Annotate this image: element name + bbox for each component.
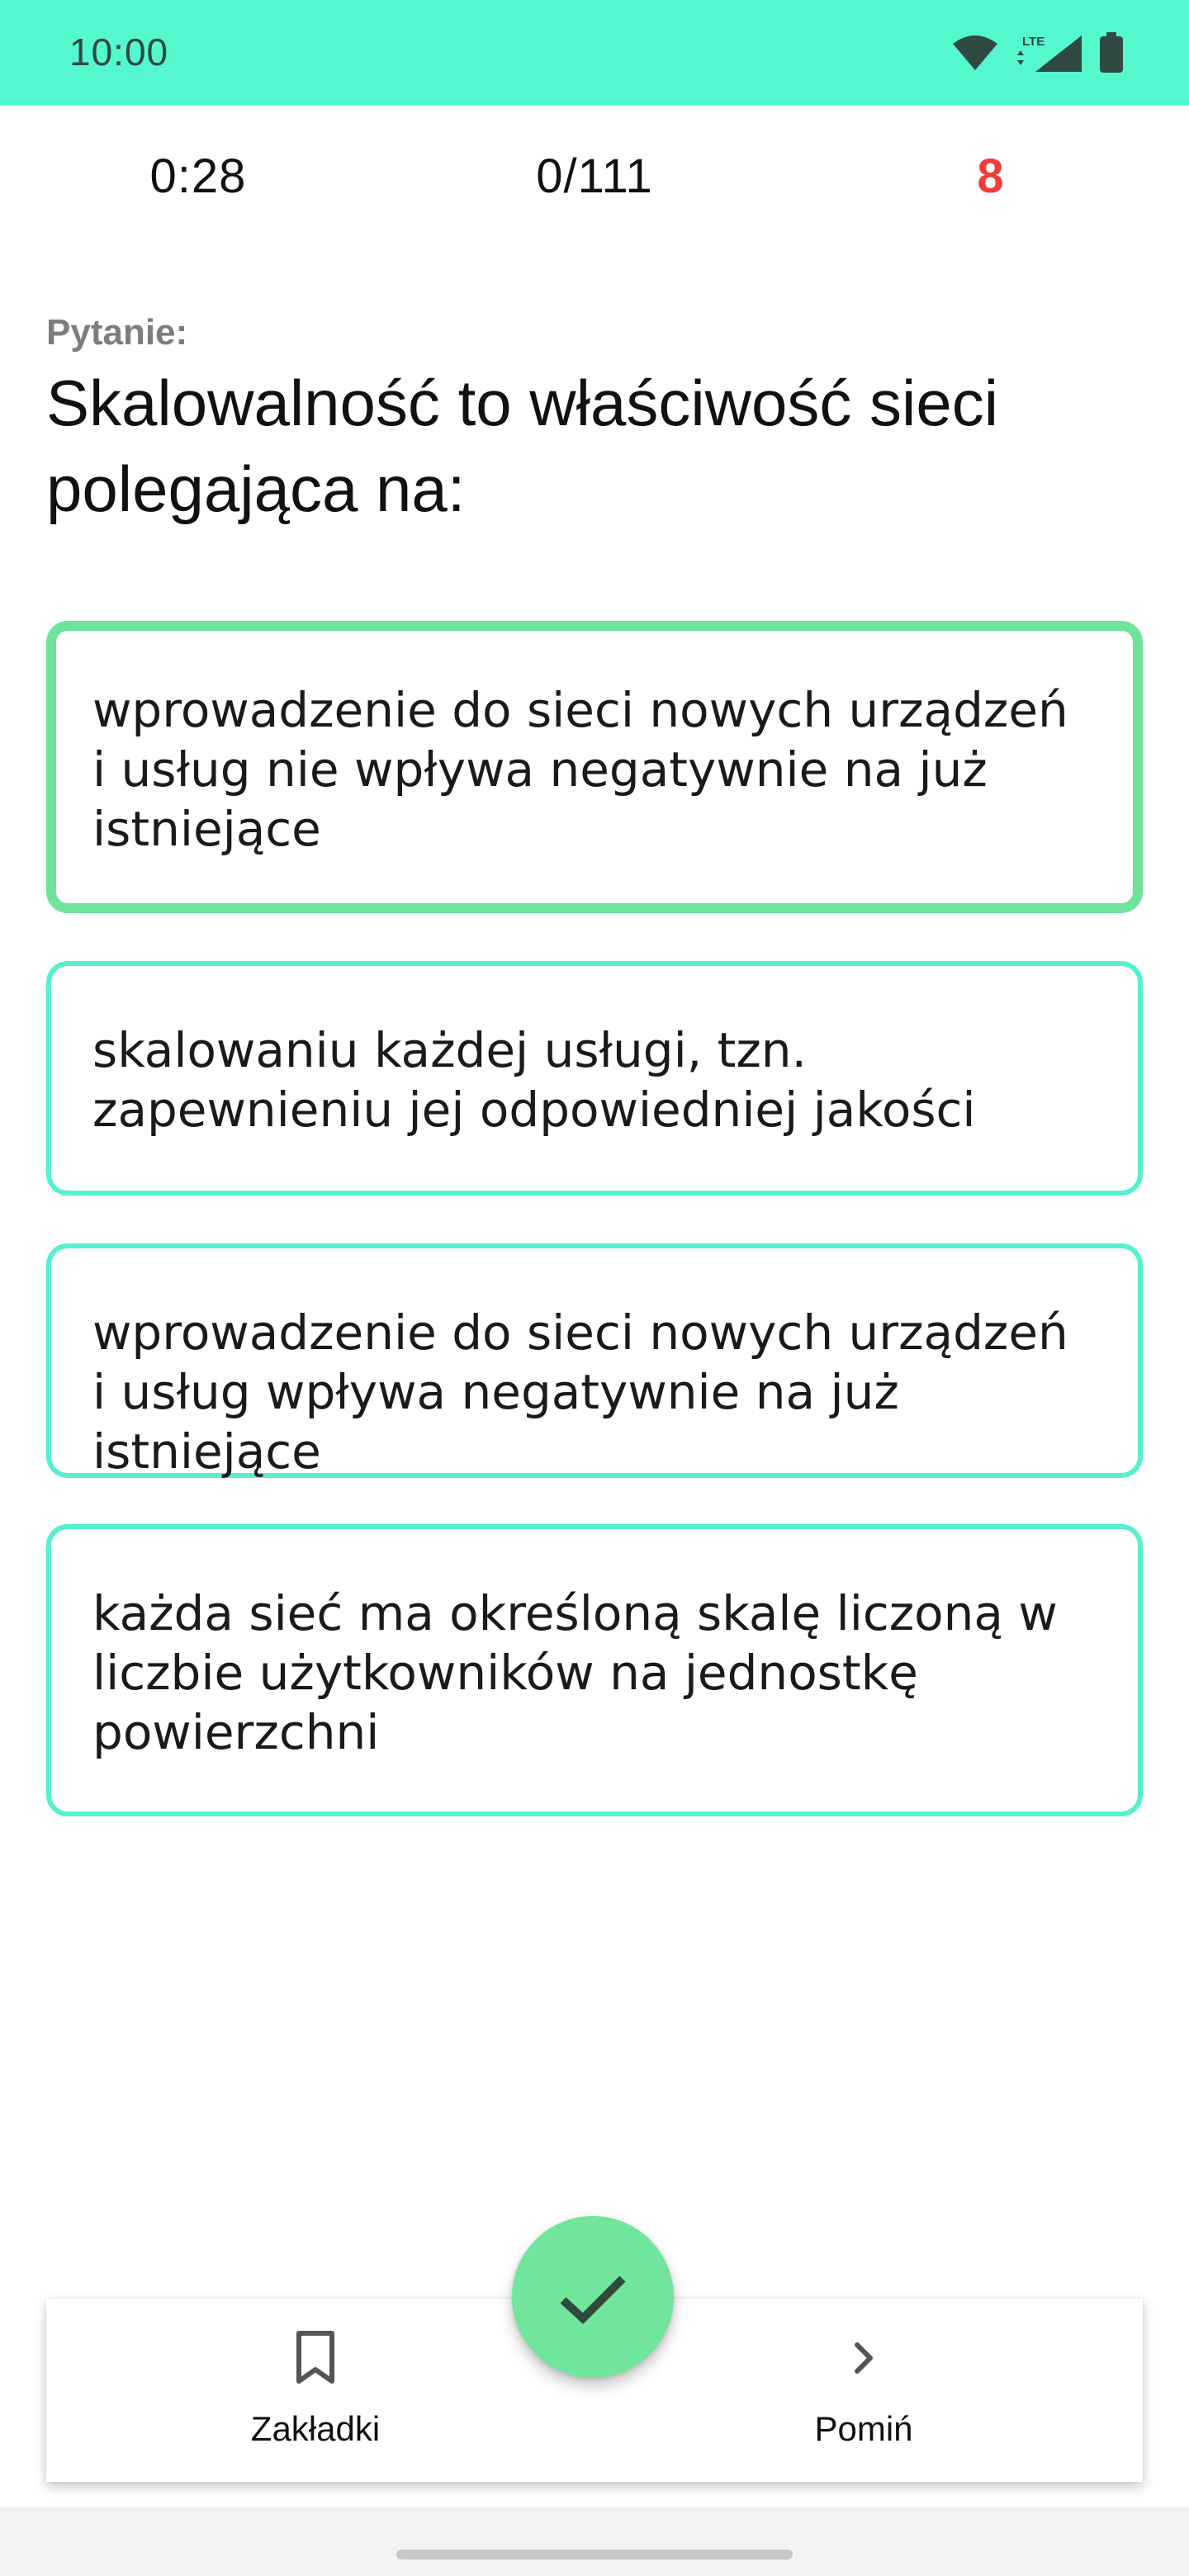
- answer-option-4[interactable]: [46, 1524, 1143, 1816]
- cellular-signal-icon: [1014, 32, 1083, 73]
- question-label: Pytanie:: [46, 312, 188, 353]
- confirm-answer-button[interactable]: [512, 2216, 674, 2378]
- skip-label: Pomiń: [814, 2409, 913, 2448]
- answer-option-2[interactable]: [46, 961, 1143, 1196]
- question-progress: 0/111: [536, 149, 653, 203]
- gesture-handle[interactable]: [396, 2550, 793, 2559]
- bookmark-icon: [291, 2328, 340, 2388]
- battery-icon: [1098, 32, 1125, 73]
- bookmarks-button[interactable]: [192, 2299, 439, 2482]
- skip-button[interactable]: [740, 2299, 988, 2482]
- timer: 0:28: [149, 149, 247, 203]
- status-bar: [0, 0, 1189, 106]
- answer-option-1[interactable]: [46, 621, 1143, 913]
- bookmarks-label: Zakładki: [250, 2409, 381, 2448]
- answer-text: skalowaniu każdej usługi, tzn. zapewnieniu jej odpowiedniej jakości: [92, 1022, 976, 1138]
- network-label: LTE: [1022, 35, 1045, 49]
- answer-option-3[interactable]: [46, 1243, 1143, 1478]
- answer-text: wprowadzenie do sieci nowych urządzeń i usług wpływa negatywnie na już istniejące: [92, 1305, 1068, 1480]
- answer-text: każda sieć ma określoną skalę liczoną w liczbie użytkowników na jednostkę powierzchni: [92, 1585, 1058, 1760]
- status-icons: [951, 30, 1125, 76]
- check-icon: [552, 2256, 634, 2338]
- quiz-counters: [0, 149, 1189, 223]
- status-time: 10:00: [69, 31, 169, 73]
- gesture-navigation-area: [0, 2507, 1189, 2576]
- answer-text: wprowadzenie do sieci nowych urządzeń i usług nie wpływa negatywnie na już istniejące: [92, 682, 1068, 857]
- error-count: 8: [977, 149, 1005, 203]
- wifi-icon: [951, 34, 999, 72]
- chevron-right-icon: [839, 2328, 888, 2388]
- question-text: Skalowalność to właściwość sieci polegająca na:: [46, 367, 999, 525]
